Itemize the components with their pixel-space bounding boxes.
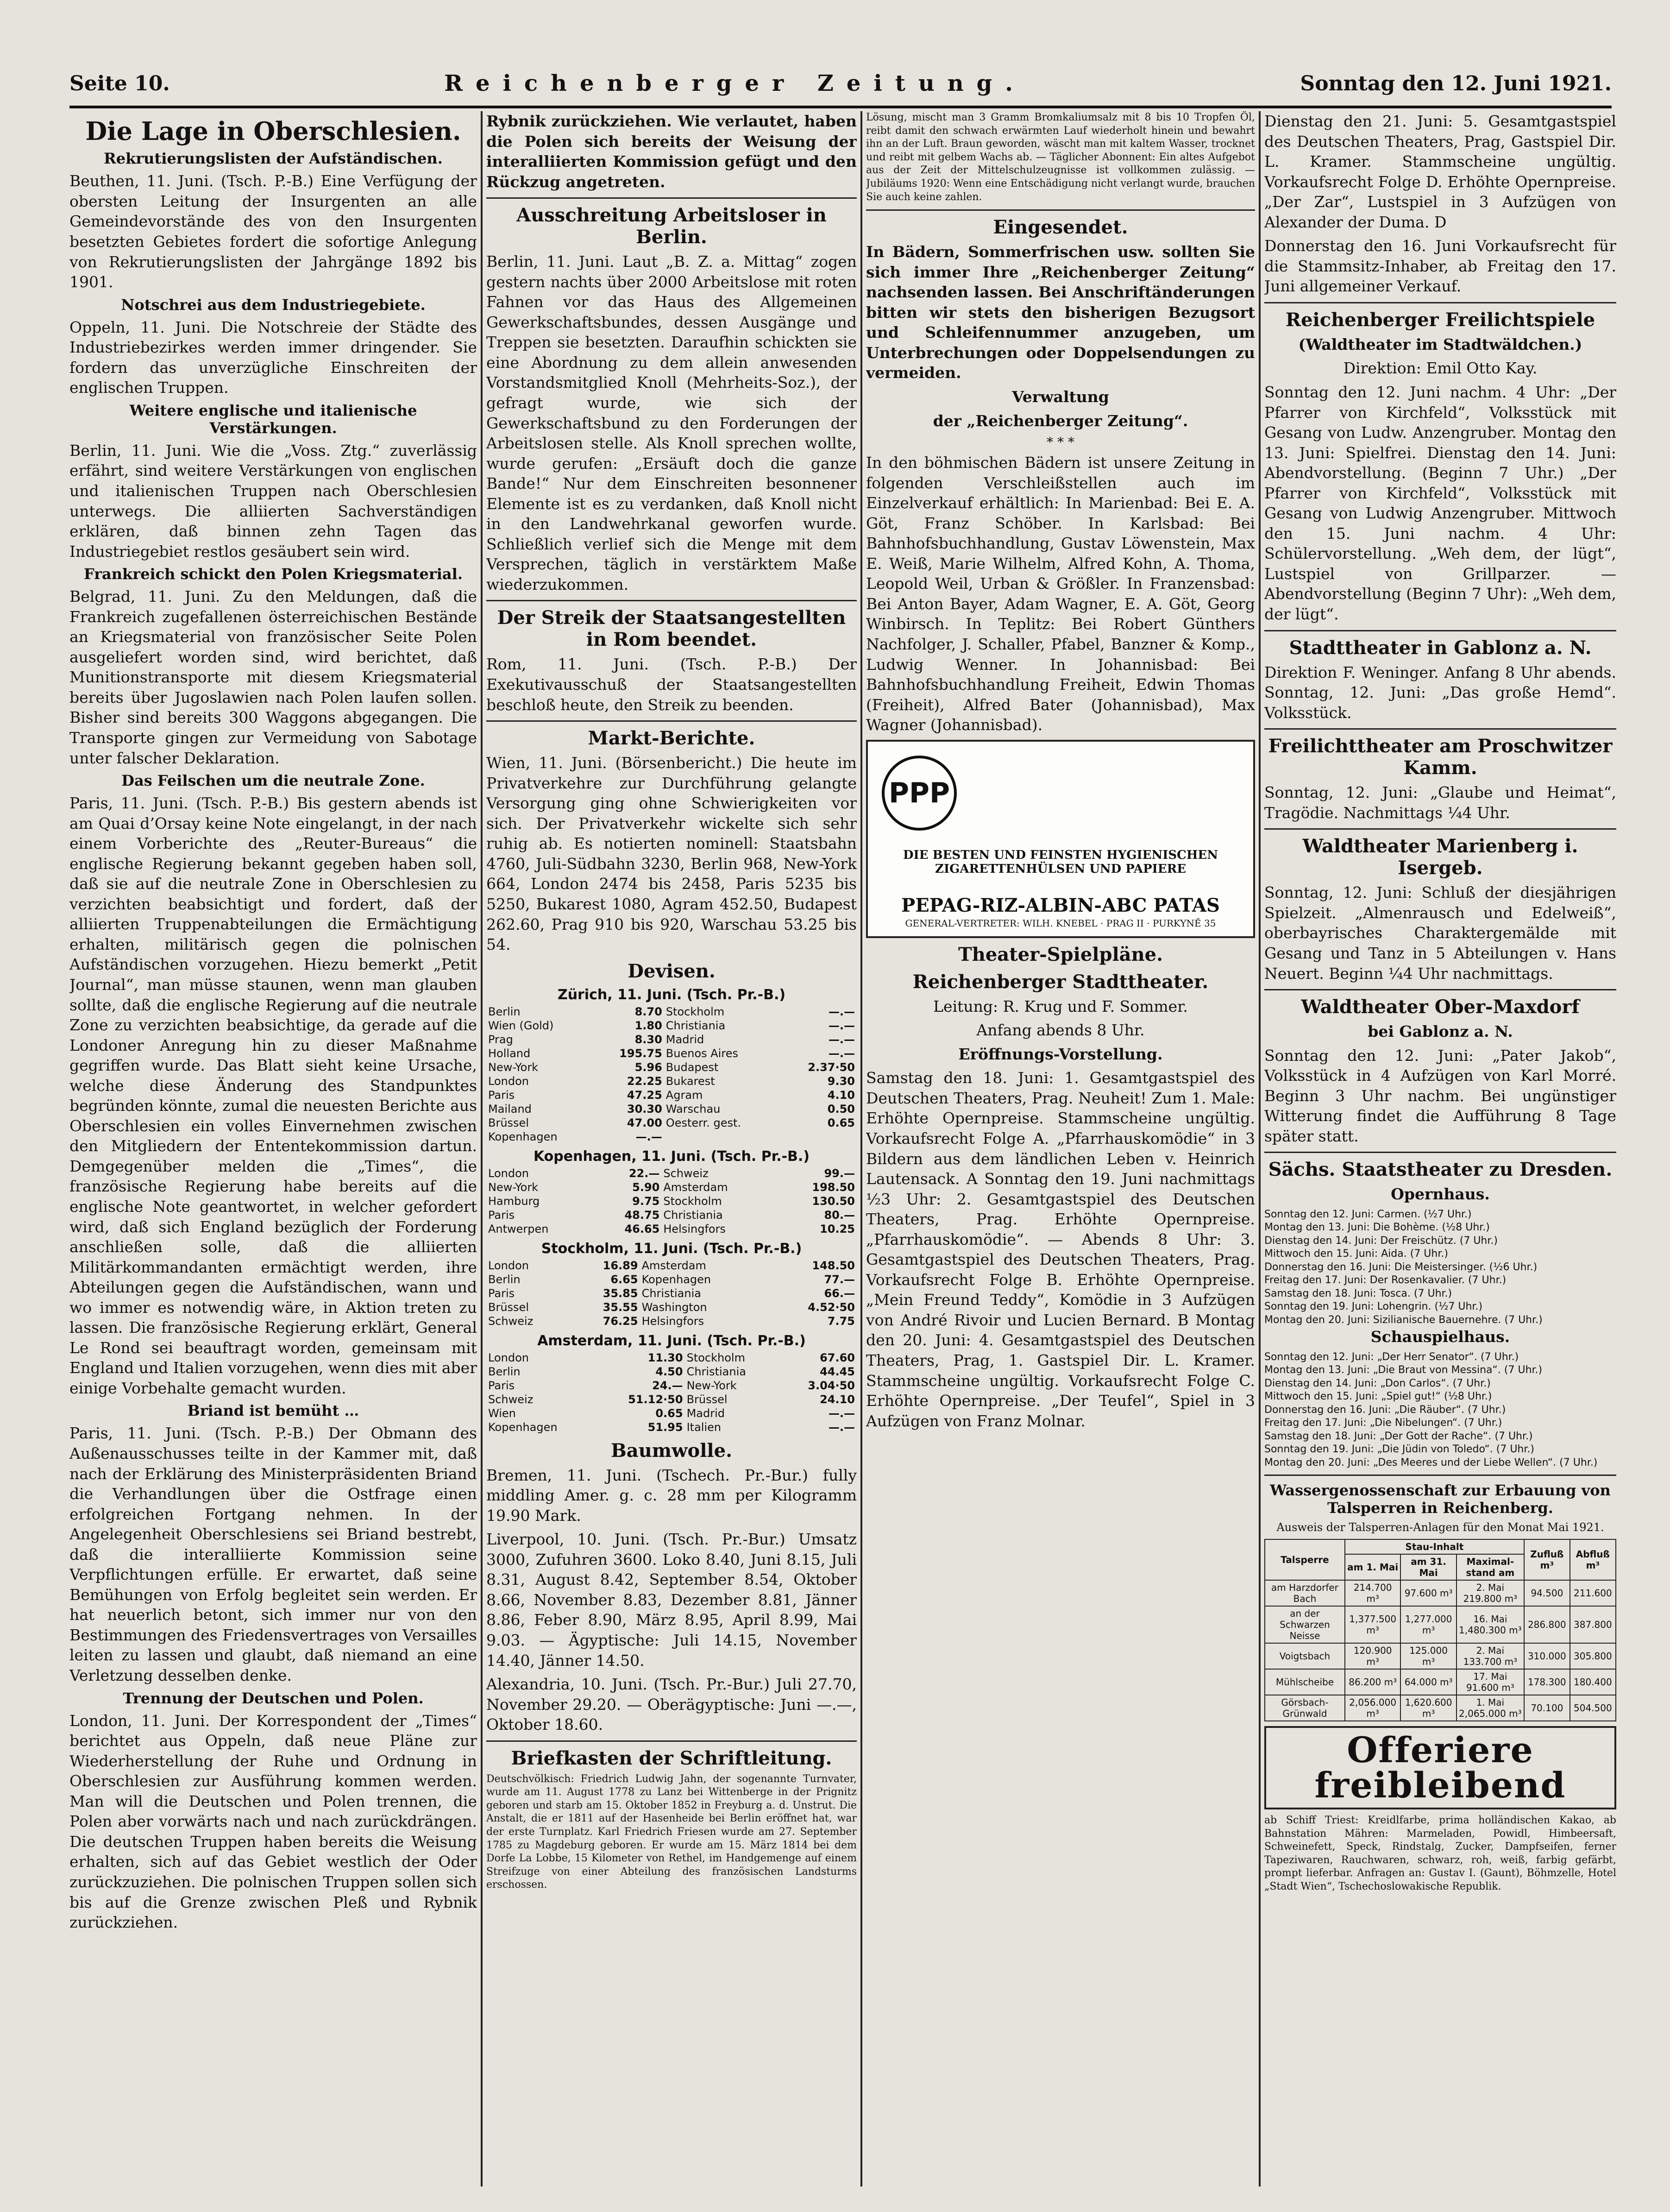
table-row [486,1393,857,1406]
table-cell: New-York [488,1060,539,1074]
table-row [486,1116,857,1130]
list-item: Donnerstag den 16. Juni: Die Meistersinger. (½6 Uhr.) [1264,1261,1538,1273]
table-cell: Berlin [488,1365,521,1378]
table-row [486,1314,857,1328]
table-cell: 66.— [824,1286,855,1300]
article-text: In den böhmischen Bädern ist unsere Zeitung in folgenden Verschleißstellen auch im Einzelverkauf erhältlich: In Marienbad: Bei E. A. Göt, Franz Schöber. In Karlsbad: Bei Bahnhofsbuchhandlung, Gustav Löwenstein, Max E. Weiß, Marie Wilhelm, Alfred Kohn, A. Thoma, Leopold Weil, Urban & Größler. In Franzensbad: Bei Anton Bayer, Adam Wagner, E. A. Göt, Georg Winbirsch. In Teplitz: Bei Robert Günthers Nachfolger, J. Schaller, Pfabel, Banzner & Komp., Ludwig Wenner. In Johannisbad: Bei Bahnhofsbuchhandlung Freiheit, Edwin Thomas (Freiheit), Alfred Bater (Johannisbad), Max Wagner (Johannisbad). [866,454,1255,734]
table-cell: am Harzdorfer Bach [1265,1580,1345,1606]
table-cell: 97.600 m³ [1400,1580,1456,1606]
table-cell: Budapest [665,1060,719,1074]
table-row [486,1273,857,1286]
table-cell: Madrid [665,1033,704,1046]
rates-table-kopenhagen [486,1166,857,1236]
divider [1264,302,1616,303]
table-cell: 9.75 [632,1194,660,1208]
article-text: Paris, 11. Juni. (Tsch. P.-B.) Der Obmann des Außenausschusses teilte in der Kammer mit, daß nach der Erklärung des Ministerpräsidenten Briand die Verhandlungen über die Ostfrage einen erfolgreichen Fortgang nehmen. In der Angelegenheit Oberschlesiens sei Briand bestrebt, daß die interalliierte Kommission seine Verpflichtungen erfülle. Er erwartet, daß seine Bemühungen von Erfolg begleitet sein werden. Er hat neuerlich betont, sich immer nur von den Bestimmungen des Friedensvertrages von Versailles leiten zu lassen und glaubt, daß niemand an eine Verletzung desselben denke. [69,1424,477,1685]
table-row [1265,1643,1616,1669]
table-cell: 44.45 [820,1365,855,1378]
list-item: Freitag den 17. Juni: „Die Nibelungen“. (7 Uhr.) [1264,1417,1502,1429]
article-text: Direktion F. Weninger. Anfang 8 Uhr abends. Sonntag, 12. Juni: „Das große Hemd“. Volksstück. [1264,663,1616,722]
table-cell: 2.37·50 [808,1060,855,1074]
table-cell: 0.65 [827,1116,855,1129]
list-item: Sonntag den 12. Juni: „Der Herr Senator“. (7 Uhr.) [1264,1351,1519,1363]
table-cell: Agram [665,1088,703,1102]
table-cell: 46.65 [624,1222,660,1235]
page-header [69,69,1612,97]
table-cell: 86.200 m³ [1345,1669,1400,1695]
table-cell: 24.— [652,1379,683,1392]
divider [1264,989,1616,990]
column-4 [1264,111,1616,1897]
column-divider [481,111,483,2187]
table-cell: 47.00 [627,1116,662,1129]
divider [1264,828,1616,830]
headline-obermaxdorf: Waldtheater Ober-Maxdorf [1301,996,1580,1018]
article-text: Sonntag den 12. Juni: „Pater Jakob“, Volksstück in 4 Aufzügen von Karl Morré. Beginn 3 Uhr nachm. Bei ungünstiger Witterung findet die Aufführung 8 Tage später statt. [1264,1046,1616,1145]
list-item: Mittwoch den 15. Juni: „Spiel gut!“ (½8 Uhr.) [1264,1391,1492,1403]
table-cell: Amsterdam [663,1180,728,1194]
table-cell: Kopenhagen [641,1273,711,1286]
table-cell: London [488,1351,529,1364]
article-text: Berlin, 11. Juni. Wie die „Voss. Ztg.“ zuverlässig erfährt, sind weitere Verstärkungen von englischen und italienischen Truppen nach Oberschlesien unterwegs. Die alliierten Sachverständigen erklären, daß binnen zehn Tagen das Industriegebiet restlos gesäubert sein wird. [69,441,477,561]
table-row [486,1046,857,1060]
list-item: Samstag den 18. Juni: „Der Gott der Rache“. (7 Uhr.) [1264,1430,1533,1442]
list-item: Sonntag den 12. Juni: Carmen. (½7 Uhr.) [1264,1208,1472,1220]
table-cell: 3.04·50 [808,1379,855,1392]
table-cell: 80.— [824,1208,855,1222]
divider [486,1740,857,1742]
list-item: Donnerstag den 16. Juni: „Die Räuber“. (7 Uhr.) [1264,1404,1506,1416]
table-cell: an der Schwarzen Neisse [1265,1606,1345,1643]
article-text: Liverpool, 10. Juni. (Tsch. Pr.-Bur.) Umsatz 3000, Zufuhren 3600. Loko 8.40, Juni 8.15, Juli 8.31, August 8.42, September 8.54, Oktober 8.66, November 8.83, Dezember 8.81, Jänner 8.86, Feber 8.90, März 8.95, April 8.99, Mai 9.03. — Ägyptische: Juli 14.15, November 14.40, Jänner 14.50. [486,1530,857,1670]
article-text: Berlin, 11. Juni. Laut „B. Z. a. Mittag“ zogen gestern nachts über 2000 Arbeitslose mit roten Fahnen vor das Haus des Allgemeinen Gewerkschaftsbundes, dessen Ausgänge und Treppen sie besetzten. Daraufhin schickten sie eine Abordnung zu dem allein anwesenden Vorstandsmitglied Knoll (Mehrheits-Soz.), der gefragt wurde, wie sich der Gewerkschaftsbund zu den Forderungen der Arbeitslosen stelle. Als Knoll sprechen wollte, wurde gerufen: „Ersäuft doch die ganze Bande!“ Nur dem Einschreiten besonnener Elemente ist es zu verdanken, daß Knoll nicht in den Landwehrkanal geworfen wurde. Schließlich verlief sich die Menge mit dem Versprechen, täglich in verstärktem Maße wiederzukommen. [486,252,857,593]
table-cell: Buenos Aires [665,1046,738,1060]
table-cell: 22.25 [627,1074,662,1088]
article-text: Rom, 11. Juni. (Tsch. P.-B.) Der Exekutivausschuß der Staatsangestellten beschloß heute, den Streik zu beenden. [486,655,857,714]
table-cell: 214.700 m³ [1345,1580,1400,1606]
table-cell: 10.25 [820,1222,855,1235]
table-cell [664,1130,781,1144]
article-text: Bremen, 11. Juni. (Tschech. Pr.-Bur.) fully middling Amer. g. c. 28 mm per Kilogramm 19.90 Mark. [486,1466,857,1525]
table-row [486,1379,857,1393]
table-row [486,1406,857,1420]
table-cell: 22.— [628,1166,660,1180]
table-cell: Stockholm [686,1351,745,1364]
table-cell: 1. Mai 2,065.000 m³ [1457,1695,1524,1721]
headline-cotton: Baumwolle. [610,1439,732,1462]
article-text: Deutschvölkisch: Friedrich Ludwig Jahn, der sogenannte Turnvater, wurde am 11. August 1778 zu Lanz bei Wittenberge in der Prignitz geboren und starb am 15. Oktober 1852 in Freyburg a. d. Unstrut. Die Anstalt, die er 1811 auf der Hasenheide bei Berlin eröffnet hat, war der erste Turnplatz. Karl Friedrich Friesen wurde am 27. September 1785 zu Magdeburg geboren. Er wurde am 15. März 1814 bei dem Dorfe La Lobbe, 15 Kilometer von Rethel, im Handgemenge auf einem Streifzuge von einer Abteilung des französischen Landsturms erschossen. [486,1773,857,1891]
table-row [486,1019,857,1033]
signature: der „Reichenberger Zeitung“. [933,411,1188,430]
table-row [1265,1606,1616,1643]
list-item: Montag den 13. Juni: „Die Braut von Messina“. (7 Uhr.) [1264,1364,1543,1376]
table-cell: 4.50 [655,1365,683,1378]
table-header: Zufluß m³ [1524,1539,1570,1580]
table-cell: New-York [488,1180,539,1194]
table-header: Stau-Inhalt [1345,1539,1524,1554]
table-row [486,1259,857,1273]
table-cell: 24.10 [820,1393,855,1406]
table-cell: 211.600 [1570,1580,1616,1606]
table-cell: 4.10 [827,1088,855,1102]
table-cell: Italien [686,1420,722,1434]
table-cell: 195.75 [619,1046,662,1060]
table-cell: 8.70 [634,1005,662,1018]
ad-text: GENERAL-VERTRETER: WILH. KNEBEL · PRAG II · PURKYNĚ 35 [905,917,1216,929]
list-item: Samstag den 18. Juni: Tosca. (7 Uhr.) [1264,1287,1452,1299]
article-text: In Bädern, Sommerfrischen usw. sollten Sie sich immer Ihre „Reichenberger Zeitung“ nachsenden lassen. Bei Anschriftänderungen bitten wir stets den bisherigen Bezugsort und Schleifennummer anzugeben, um Unterbrechungen oder Doppelsendungen zu vermeiden. [866,243,1255,382]
signature: Verwaltung [1012,387,1109,406]
article-text: Donnerstag den 16. Juni Vorkaufsrecht für die Stammsitz-Inhaber, ab Freitag den 17. Juni allgemeiner Verkauf. [1264,237,1616,296]
table-cell: Warschau [665,1102,721,1115]
table-cell: 310.000 [1524,1643,1570,1669]
headline-dresden: Sächs. Staatstheater zu Dresden. [1268,1159,1613,1181]
table-cell: 64.000 m³ [1400,1669,1456,1695]
table-cell: Wien [488,1406,516,1420]
table-cell: 130.50 [812,1194,855,1208]
table-cell: 47.25 [627,1088,662,1102]
table-row [486,1033,857,1046]
table-cell: Brüssel [686,1393,728,1406]
market-heading: Stockholm, 11. Juni. (Tsch. Pr.-B.) [541,1240,802,1257]
headline-devisen: Devisen. [628,960,716,982]
table-cell: Schweiz [488,1393,534,1406]
subhead: Frankreich schickt den Polen Kriegsmaterial. [84,565,463,583]
subhead: Trennung der Deutschen und Polen. [123,1689,424,1707]
table-row [486,1166,857,1180]
table-row [486,1102,857,1116]
divider [1264,630,1616,631]
article-text: Dienstag den 21. Juni: 5. Gesamtgastspiel des Deutschen Theaters, Prag, Gastspiel Dir. L. Kramer. Stammscheine ungültig. Vorkaufsrecht Folge D. Erhöhte Opernpreise. „Der Zar“, Lustspiel in 3 Aufzügen von Alexander der Duma. D [1264,112,1616,231]
table-cell: Wien (Gold) [488,1019,554,1032]
headline-gablonz: Stadttheater in Gablonz a. N. [1289,637,1592,659]
newspaper-title: Reichenberger Zeitung. [444,70,1026,96]
table-row [486,1130,857,1144]
table-cell: —.— [828,1420,855,1434]
table-row [486,1222,857,1236]
table-cell: 48.75 [624,1208,660,1222]
table-cell: Christiania [686,1365,746,1378]
list-item: Montag den 13. Juni: Die Bohème. (½8 Uhr.) [1264,1222,1490,1234]
table-cell: Washington [641,1300,707,1314]
table-cell: Görsbach-Grünwald [1265,1695,1345,1721]
divider [1264,1475,1616,1476]
article-text: Paris, 11. Juni. (Tsch. P.-B.) Bis gestern abends ist am Quai d’Orsay keine Note eingelangt, in der nach einem Vorberichte des „Reuter-Bureaus“ die englische Regierung bekannt gegeben haben soll, daß sie auf die neutrale Zone in Oberschlesien zu verzichten beabsichtigt und fordert, daß der alliierten Truppenabteilungen die Ermächtigung erhalten, militärisch gegen die polnischen Aufständischen vorzugehen. Hiezu bemerkt „Petit Journal“, man müsse staunen, wenn man glauben sollte, daß die englische Regierung auf die neutrale Zone zu verzichten beabsichtige, da gerade auf die Londoner Anregung hin zu dieser Maßnahme gegriffen wurde. Das Blatt sieht keine Ursache, welche diese Änderung des Standpunktes begründen könnte, zumal die neuesten Berichte aus Oberschlesien ein volles Einvernehmen zwischen den Mitgliedern der Ententekommission dartun. Demgegenüber melden die „Times“, die französische Regierung habe bereits auf die englische Note geantwortet, in welcher gefordert wird, daß sich England bezüglich der Forderung anschließen solle, daß die alliierten Militärkommandanten ermächtigt werden, ihre Abteilungen gegen die Aufständischen, wann und wo immer es notwendig wäre, in Aktion treten zu lassen. Die französische Regierung erklärt, General Le Rond sei beauftragt worden, gemeinsam mit England und Italien vorzugehen, wenn dies mit aber einige Vorbehalte gemacht wurden. [69,794,477,1397]
table-cell: Mailand [488,1102,532,1115]
headline-marienberg: Waldtheater Marienberg i. Isergeb. [1302,835,1578,879]
table-row [1265,1695,1616,1721]
table-cell: Mühlscheibe [1265,1669,1345,1695]
headline-wasser: Wassergenossenschaft zur Erbauung von Talsperren in Reichenberg. [1270,1481,1611,1517]
table-row [486,1060,857,1074]
table-cell: 35.85 [603,1286,638,1300]
table-cell: Paris [488,1286,515,1300]
table-header: am 1. Mai [1345,1554,1400,1580]
article-text: Sonntag, 12. Juni: Schluß der diesjährigen Spielzeit. „Almenrausch und Edelweiß“, oberbayrisches Charaktergemälde mit Gesang und Tanz in 5 Abteilungen v. Hans Neuert. Beginn ¼4 Uhr nachmittags. [1264,883,1616,983]
table-header: Abfluß m³ [1570,1539,1616,1580]
table-cell: 504.500 [1570,1695,1616,1721]
table-cell: Stockholm [663,1194,722,1208]
table-row [486,1005,857,1019]
table-row [486,1074,857,1088]
table-row [486,1300,857,1314]
article-text: Sonntag, 12. Juni: „Glaube und Heimat“, Tragödie. Nachmittags ¼4 Uhr. [1264,783,1616,822]
headline-freilichtspiele: Reichenberger Freilichtspiele [1285,309,1595,331]
table-cell: Amsterdam [641,1259,706,1272]
table-cell: Christiania [641,1286,701,1300]
table-cell: New-York [686,1379,737,1392]
table-header: am 31. Mai [1400,1554,1456,1580]
drama-schedule [1264,1351,1616,1469]
list-item: Dienstag den 14. Juni: Der Freischütz. (7 Uhr.) [1264,1235,1498,1247]
table-cell: 99.— [824,1166,855,1180]
table-cell [781,1130,857,1144]
table-cell: 51.95 [647,1420,683,1434]
table-cell: 77.— [824,1273,855,1286]
table-cell: 7.75 [827,1314,855,1328]
list-item: Dienstag den 14. Juni: „Don Carlos“. (7 Uhr.) [1264,1377,1491,1389]
article-text: Sonntag den 12. Juni nachm. 4 Uhr: „Der Pfarrer von Kirchfeld“, Volksstück mit Gesang von Ludw. Anzengruber. Montag den 13. Juni: Spielfrei. Dienstag den 14. Juni: Abendvorstellung. (Beginn 7 Uhr.) „Der Pfarrer von Kirchfeld“, Volksstück mit Gesang von Ludwig Anzengruber. Mittwoch den 15. Juni nachm. 4 Uhr: Schülervorstellung. „Weh dem, der lügt“, Lustspiel von Grillparzer. — Abendvorstellung (Beginn 7 Uhr): „Weh dem, der lügt“. [1264,383,1616,624]
table-cell: Kopenhagen [488,1420,558,1434]
table-row [1265,1669,1616,1695]
table-cell: 305.800 [1570,1643,1616,1669]
table-cell: —.— [828,1005,855,1018]
table-cell: 5.96 [634,1060,662,1074]
table-cell: 125.000 m³ [1400,1643,1456,1669]
headline-strike: Der Streik der Staatsangestellten in Rom beendet. [497,607,846,651]
subhead: Briand ist bemüht … [187,1402,359,1420]
table-cell: 1,620.600 m³ [1400,1695,1456,1721]
subhead: Rekrutierungslisten der Aufständischen. [104,150,443,168]
table-cell: —.— [828,1046,855,1060]
table-cell: Hamburg [488,1194,540,1208]
column-divider [1259,111,1261,2187]
divider [1264,1152,1616,1153]
table-cell: 8.30 [634,1033,662,1046]
subhead: Notschrei aus dem Industriegebiete. [121,296,426,314]
table-cell: 51.12·50 [628,1393,683,1406]
issue-date: Sonntag den 12. Juni 1921. [1300,71,1612,95]
table-header: Talsperre [1265,1539,1345,1580]
ad-text: DIE BESTEN UND FEINSTEN HYGIENISCHEN ZIGARETTENHÜLSEN UND PAPIERE [903,848,1218,876]
table-row [486,1194,857,1208]
table-cell: 35.55 [603,1300,638,1314]
table-cell: 2,056.000 m³ [1345,1695,1400,1721]
table-cell: 30.30 [627,1102,662,1115]
article-text: Ausweis der Talsperren-Anlagen für den Monat Mai 1921. [1276,1521,1604,1534]
article-text: Rybnik zurückziehen. Wie verlautet, haben die Polen sich bereits der Weisung der interalliierten Kommission gefügt und den Rückzug angetreten. [486,112,857,191]
column-3 [866,111,1255,1435]
table-cell: —.— [828,1406,855,1420]
table-cell: 1,277.000 m³ [1400,1606,1456,1643]
table-cell: 16.89 [603,1259,638,1272]
table-cell: London [488,1166,529,1180]
article-text: Beuthen, 11. Juni. (Tsch. P.-B.) Eine Verfügung der obersten Leitung der Insurgenten an alle Gemeindevorstände des von den Insurgenten besetzten Gebietes fordert die sofortige Anlegung von Rekrutierungslisten der Jahrgänge 1892 bis 1901. [69,172,477,291]
table-cell: Christiania [665,1019,726,1032]
table-row [486,1088,857,1102]
table-cell: 286.800 [1524,1606,1570,1643]
market-heading: Zürich, 11. Juni. (Tsch. Pr.-B.) [557,986,786,1003]
article-text: Belgrad, 11. Juni. Zu den Meldungen, daß die Frankreich zugefallenen österreichischen Bestände an Kriegsmaterial von französischer Seite Polen ausgeliefert worden sind, wird berichtet, daß Munitionstransporte mit diesem Kriegsmaterial bereits über Jugoslawien nach Polen laufen sollen. Bisher sind bereits 300 Waggons abgegangen. Die Transporte gingen zur Vermeidung von Sabotage unter falscher Deklaration. [69,587,477,767]
rates-table-amsterdam [486,1351,857,1434]
table-cell: 1.80 [634,1019,662,1032]
article-text: Direktion: Emil Otto Kay. [1343,359,1538,378]
table-row [486,1286,857,1300]
table-cell: 16. Mai 1,480.300 m³ [1457,1606,1524,1643]
article-text: Leitung: R. Krug und F. Sommer. [933,997,1188,1015]
table-cell: 198.50 [812,1180,855,1194]
table-cell: London [488,1074,529,1088]
table-cell: 5.90 [632,1180,660,1194]
table-row [1265,1580,1616,1606]
table-cell: Bukarest [665,1074,715,1088]
article-text: Lösung, mischt man 3 Gramm Bromkaliumsalz mit 8 bis 10 Tropfen Öl, reibt damit den schwach erwärmten Lauf wiederholt hinein und bewahrt ihn an der Luft. Braun geworden, wäscht man mit kaltem Wasser, trocknet und reibt mit gelbem Wachs ab. — Täglicher Abonnent: Ein altes Aufgebot aus der Zeit der Mittelschulzeugnisse ist vollkommen zulässig. — Jubiläums 1920: Wenn eine Entschädigung nicht verlangt wurde, brauchen Sie auch keine zahlen. [866,112,1255,203]
ad-brand: PEPAG-RIZ-ALBIN-ABC PATAS [901,894,1220,916]
table-row [486,1180,857,1194]
table-cell: Helsingfors [663,1222,726,1235]
list-item: Mittwoch den 15. Juni: Aida. (7 Uhr.) [1264,1248,1448,1260]
table-cell: Stockholm [665,1005,725,1018]
divider [486,720,857,722]
table-cell: 2. Mai 219.800 m³ [1457,1580,1524,1606]
article-text: bei Gablonz a. N. [1368,1022,1513,1041]
table-cell: Prag [488,1033,513,1046]
table-cell: Holland [488,1046,531,1060]
divider [486,197,857,199]
table-cell: 2. Mai 133.700 m³ [1457,1643,1524,1669]
table-row [486,1208,857,1222]
list-item: Freitag den 17. Juni: Der Rosenkavalier. (7 Uhr.) [1264,1274,1507,1286]
table-cell: Schweiz [663,1166,709,1180]
table-cell: —.— [635,1130,662,1143]
headline-unemployed: Ausschreitung Arbeitsloser in Berlin. [516,204,827,248]
header-rule [69,106,1612,108]
table-cell: 67.60 [820,1351,855,1364]
table-cell: Berlin [488,1005,521,1018]
table-row [486,1365,857,1379]
column-divider [860,111,862,2187]
rates-table-zurich [486,1005,857,1144]
table-cell: 0.50 [827,1102,855,1115]
headline-upper-silesia: Die Lage in Oberschlesien. [85,116,461,146]
table-cell: Brüssel [488,1300,529,1314]
ad-headline: Offeriere freibleibend [1314,1729,1566,1806]
headline-eingesendet: Eingesendet. [993,216,1128,239]
table-cell: Paris [488,1379,515,1392]
article-text: Schauspielhaus. [1370,1328,1510,1346]
table-cell: 70.100 [1524,1695,1570,1721]
table-cell: 76.25 [603,1314,638,1328]
table-cell: —.— [828,1019,855,1032]
ppp-logo-icon: PPP [882,756,957,831]
list-item: Montag den 20. Juni: „Des Meeres und der Liebe Wellen“. (7 Uhr.) [1264,1456,1598,1468]
market-heading: Kopenhagen, 11. Juni. (Tsch. Pr.-B.) [533,1148,810,1165]
headline-mailbox: Briefkasten der Schriftleitung. [511,1747,832,1769]
ad-text: ab Schiff Triest: Kreidlfarbe, prima holländischen Kakao, ab Bahnstation Mähren: Marmeladen, Powidl, Himbeersaft, Schweinefett, Speck, Rindstalg, Zucker, Dampfseifen, ferner Tapeziwaren, Rauchwaren, schwarz, roh, weiß, farbig gefärbt, prompt lieferbar. Anfragen an: Gustav I. (Gaunt), Böhmzelle, Hotel „Stadt Wien“, Tschechoslowakische Republik. [1264,1815,1616,1893]
page-number: Seite 10. [69,71,170,95]
subhead: Das Feilschen um die neutrale Zone. [121,772,425,790]
table-cell: 120.900 m³ [1345,1643,1400,1669]
article-text: Samstag den 18. Juni: 1. Gesamtgastspiel des Deutschen Theaters, Prag. Neuheit! Zum 1. Male: Erhöhte Opernpreise. Stammscheine ungültig. Vorkaufsrecht Folge A. „Pfarrhauskomödie“ in 3 Bildern aus dem ländlichen Leben v. Heinrich Lautensack. A Sonntag den 19. Juni nachmittags ½3 Uhr: 2. Gesamtgastspiel des Deutschen Theaters, Prag. Erhöhte Opernpreise. „Pfarrhauskomödie“. — Abends 8 Uhr: 3. Gesamtgastspiel des Deutschen Theaters, Prag. Vorkaufsrecht Folge B. Erhöhte Opernpreise. „Mein Freund Teddy“, Komödie in 3 Aufzügen von André Rivoir und Lucien Bernard. B Montag den 20. Juni: 4. Gesamtgastspiel des Deutschen Theaters, Prag, 1. Gastspiel Dir. L. Kramer. Stammscheine ungültig. Vorkaufsrecht Folge C. Erhöhte Opernpreise. „Der Teufel“, Spiel in 3 Aufzügen von Franz Molnar. [866,1069,1255,1430]
table-header: Maximal-stand am [1457,1554,1524,1580]
table-cell: London [488,1259,529,1272]
column-2 [486,111,857,1896]
reservoir-table [1264,1539,1616,1721]
table-cell: Voigtsbach [1265,1643,1345,1669]
rates-table-stockholm [486,1259,857,1328]
table-cell: —.— [828,1033,855,1046]
headline-stadttheater: Reichenberger Stadttheater. [912,971,1209,993]
article-text: London, 11. Juni. Der Korrespondent der „Times“ berichtet aus Oppeln, daß neue Pläne zur Wiederherstellung der Ruhe und Ordnung in Oberschlesien zur Ausführung kommen werden. Man will die Deutschen und Polen trennen, die Polen aber vorwärts nach und nach zurückdrängen. Die deutschen Truppen haben bereits die Weisung erhalten, sich auf das Gebiet westlich der Oder zurückzuziehen. Die polnischen Truppen sollen sich bis auf die Grenze zwischen Pleß und Rybnik zurückziehen. [69,1711,477,1932]
table-cell: Kopenhagen [488,1130,558,1143]
table-cell: 180.400 [1570,1669,1616,1695]
headline-theater: Theater-Spielpläne. [958,943,1163,965]
table-cell: 17. Mai 91.600 m³ [1457,1669,1524,1695]
divider [486,600,857,601]
article-text: Anfang abends 8 Uhr. [976,1021,1145,1040]
table-cell: Christiania [663,1208,723,1222]
divider [866,209,1255,211]
subhead: Weitere englische und italienische Verstärkungen. [129,401,417,437]
table-row [486,1420,857,1434]
table-cell: 11.30 [647,1351,683,1364]
article-text: Wien, 11. Juni. (Börsenbericht.) Die heute im Privatverkehre zur Durchführung gelangte Versorgung ging ohne Schwierigkeiten vor sich. Der Privatverkehr wickelte sich sehr ruhig ab. Es notierten nominell: Staatsbahn 4760, Juli-Südbahn 3230, Berlin 968, New-York 664, London 2474 bis 2458, Paris 5235 bis 5250, Bukarest 1080, Agram 452.50, Budapest 262.60, Prag 910 bis 920, Warschau 53.25 bis 54. [486,754,857,954]
table-cell: Oesterr. gest. [665,1116,741,1129]
cigarette-paper-ad [866,740,1255,938]
table-cell: Schweiz [488,1314,534,1328]
table-cell: 6.65 [610,1273,638,1286]
market-heading: Amsterdam, 11. Juni. (Tsch. Pr.-B.) [537,1332,806,1349]
table-cell: 9.30 [827,1074,855,1088]
table-row [486,1351,857,1365]
article-text: Oppeln, 11. Juni. Die Notschreie der Städte des Industriebezirkes werden immer dringender. Sie fordern das unverzügliche Einschreiten der englischen Truppen. [69,318,477,397]
table-cell: Paris [488,1208,515,1222]
table-cell: Helsingfors [641,1314,704,1328]
article-text: Alexandria, 10. Juni. (Tsch. Pr.-Bur.) Juli 27.70, November 29.20. — Oberägyptische: Juni —.—, Oktober 18.60. [486,1675,857,1734]
table-cell: 148.50 [812,1259,855,1272]
table-cell: 1,377.500 m³ [1345,1606,1400,1643]
article-text: Opernhaus. [1391,1185,1490,1204]
table-cell: Antwerpen [488,1222,549,1235]
list-item: Sonntag den 19. Juni: Lohengrin. (½7 Uhr.) [1264,1301,1483,1313]
column-1 [69,111,477,1936]
list-item: Montag den 20. Juni: Sizilianische Bauernehre. (7 Uhr.) [1264,1314,1543,1326]
separator: * * * [1047,435,1074,450]
opera-schedule [1264,1208,1616,1327]
table-cell: 4.52·50 [808,1300,855,1314]
table-cell: 178.300 [1524,1669,1570,1695]
article-text: Eröffnungs-Vorstellung. [958,1045,1163,1063]
table-cell: Brüssel [488,1116,529,1129]
headline-proschwitz: Freilichttheater am Proschwitzer Kamm. [1268,735,1613,779]
headline-market: Markt-Berichte. [588,727,755,750]
table-cell: Berlin [488,1273,521,1286]
article-text: (Waldtheater im Stadtwäldchen.) [1298,335,1582,353]
table-cell: Madrid [686,1406,725,1420]
table-cell: 0.65 [655,1406,683,1420]
table-cell: 387.800 [1570,1606,1616,1643]
table-cell: Paris [488,1088,515,1102]
divider [1264,728,1616,730]
table-cell: 94.500 [1524,1580,1570,1606]
offer-ad [1264,1726,1616,1809]
list-item: Sonntag den 19. Juni: „Die Jüdin von Toledo“. (7 Uhr.) [1264,1443,1534,1456]
